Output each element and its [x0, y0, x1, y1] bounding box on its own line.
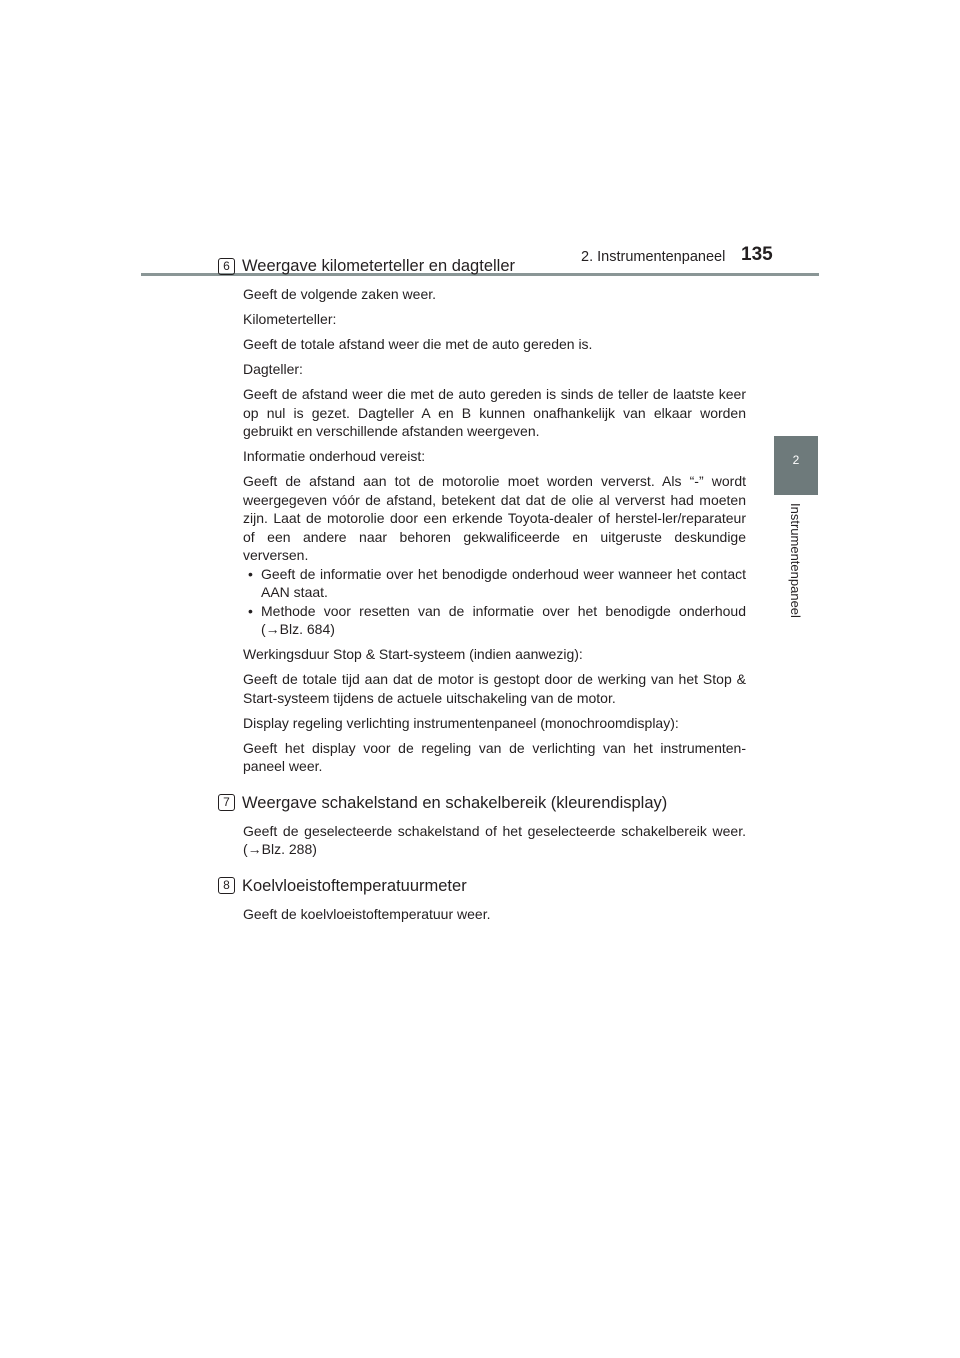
paragraph: Geeft het display voor de regeling van de verlichting van het instrumenten-paneel weer. [243, 739, 746, 774]
chapter-tab-label: Instrumentenpaneel [788, 503, 803, 618]
paragraph: Geeft de koelvloeistoftemperatuur weer. [243, 905, 491, 922]
paragraph: Werkingsduur Stop & Start-systeem (indien aanwezig): [243, 646, 583, 662]
paragraph: Display regeling verlichting instrumentenpaneel (monochroomdisplay): [243, 714, 679, 731]
list-item: • Geeft de informatie over het benodigde onderhoud weer wanneer het contact AAN staat. [248, 565, 746, 600]
section-heading [218, 875, 746, 897]
list-item: • Methode voor resetten van de informatie over het benodigde onderhoud (→Blz. 684) [248, 602, 746, 637]
paragraph: Geeft de totale afstand weer die met de auto gereden is. [243, 336, 593, 352]
section-heading [218, 792, 746, 814]
chapter-tab-number: 2 [792, 453, 800, 467]
paragraph: Geeft de afstand aan tot de motorolie moet worden ververst. Als “-” wordt weergegeven vóór de afstand, betekent dat dat de olie al ververst had moeten zijn. Laat de motorolie door een erkende Toyota-dealer of herstel-ler/reparateur of een andere naar behoren gekwalificeerde en uitgeruste deskundige verversen. [243, 473, 746, 563]
section-title: Weergave kilometerteller en dagteller [242, 257, 515, 275]
section-title: Weergave schakelstand en schakelbereik (kleurendisplay) [242, 793, 668, 812]
page-content [218, 255, 746, 930]
list-item-text: Methode voor resetten van de informatie over het benodigde onderhoud (→Blz. 684) [261, 602, 746, 637]
section-body [243, 822, 746, 859]
paragraph: Geeft de afstand weer die met de auto gereden is sinds de teller de laatste keer op nul is gezet. Dagteller A en B kunnen onafhankelijk van elkaar worden gebruikt en verschillende afstanden weergeven. [243, 386, 746, 439]
paragraph: Kilometerteller: [243, 311, 337, 327]
paragraph: Geeft de totale tijd aan dat de motor is gestopt door de werking van het Stop & Start-systeem tijdens de actuele uitschakeling van de motor. [243, 671, 746, 706]
section-body [243, 905, 746, 924]
section-number-badge: 7 [218, 794, 235, 811]
bullet-list [243, 565, 746, 639]
paragraph: Geeft de volgende zaken weer. [243, 286, 437, 302]
running-header-title: 2. Instrumentenpaneel [581, 249, 726, 265]
paragraph: Informatie onderhoud vereist: [243, 448, 426, 464]
section-heading [218, 255, 746, 277]
paragraph: Dagteller: [243, 361, 303, 377]
section-title: Koelvloeistoftemperatuurmeter [242, 876, 467, 895]
page-number: 135 [741, 244, 773, 265]
list-item-text: Geeft de informatie over het benodigde onderhoud weer wanneer het contact AAN staat. [261, 565, 746, 600]
section-number-badge: 8 [218, 877, 235, 894]
section-body [243, 285, 746, 776]
chapter-tab [774, 436, 818, 495]
paragraph: Geeft de geselecteerde schakelstand of het geselecteerde schakelbereik weer. (→Blz. 288) [243, 822, 746, 857]
section-number-badge: 6 [218, 258, 235, 275]
